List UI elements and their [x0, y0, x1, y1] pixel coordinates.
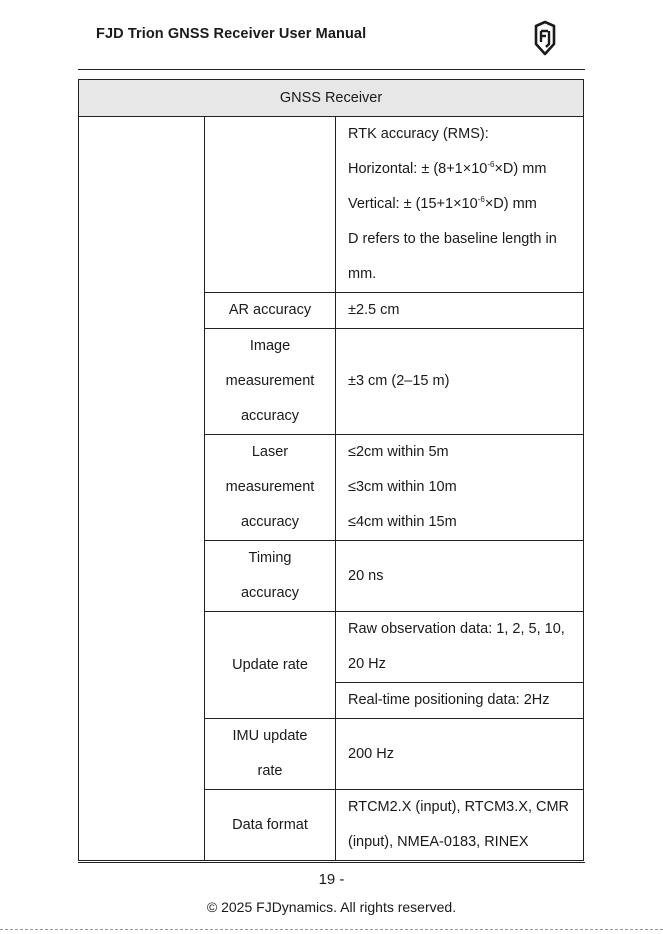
empty-category-cell — [79, 117, 205, 861]
copyright: © 2025 FJDynamics. All rights reserved. — [206, 899, 457, 915]
ar-label: AR accuracy — [205, 293, 336, 329]
update-raw-value: Raw observation data: 1, 2, 5, 10, 20 Hz — [336, 612, 584, 683]
page-edge-divider — [0, 929, 663, 930]
image-label: Image measurement accuracy — [205, 329, 336, 435]
table-heading: GNSS Receiver — [79, 80, 584, 117]
rtk-vertical: Vertical: ± $(15+1\times 10^{-6}\times D)$ mm — [348, 195, 537, 212]
footer-rule — [78, 862, 585, 863]
timing-label: Timing accuracy — [205, 541, 336, 612]
header-title: FJD Trion GNSS Receiver User Manual — [96, 26, 367, 42]
rtk-note-2: mm. — [348, 266, 377, 282]
rtk-horizontal: Horizontal: ± $(8+1\times 10^{-6}\times D)$ mm — [348, 160, 547, 177]
rtk-value-cell — [336, 117, 584, 293]
update-realtime-value: Real-time positioning data: 2Hz — [336, 683, 584, 719]
gnss-spec-table — [78, 79, 584, 861]
laser-label: Laser measurement accuracy — [205, 435, 336, 541]
table-row-rtk — [79, 117, 584, 293]
laser-value: ≤2cm within 5m ≤3cm within 10m ≤4cm within 15m — [336, 435, 584, 541]
table-heading-row — [79, 80, 584, 117]
imu-label: IMU update rate — [205, 719, 336, 790]
data-format-label: Data format — [205, 790, 336, 861]
update-rate-label: Update rate — [205, 612, 336, 719]
rtk-line-1: RTK accuracy (RMS): — [348, 126, 489, 142]
data-format-value: RTCM2.X (input), RTCM3.X, CMR (input), NMEA-0183, RINEX — [336, 790, 584, 861]
header-rule — [78, 69, 585, 70]
rtk-label-cell — [205, 117, 336, 293]
image-value: ±3 cm (2–15 m) — [336, 329, 584, 435]
ar-value: ±2.5 cm — [336, 293, 584, 329]
imu-value: 200 Hz — [336, 719, 584, 790]
rtk-note-1: D refers to the baseline length in — [348, 231, 557, 247]
timing-value: 20 ns — [336, 541, 584, 612]
fjd-logo-icon — [533, 20, 557, 56]
page-number: 19 - — [318, 871, 345, 888]
